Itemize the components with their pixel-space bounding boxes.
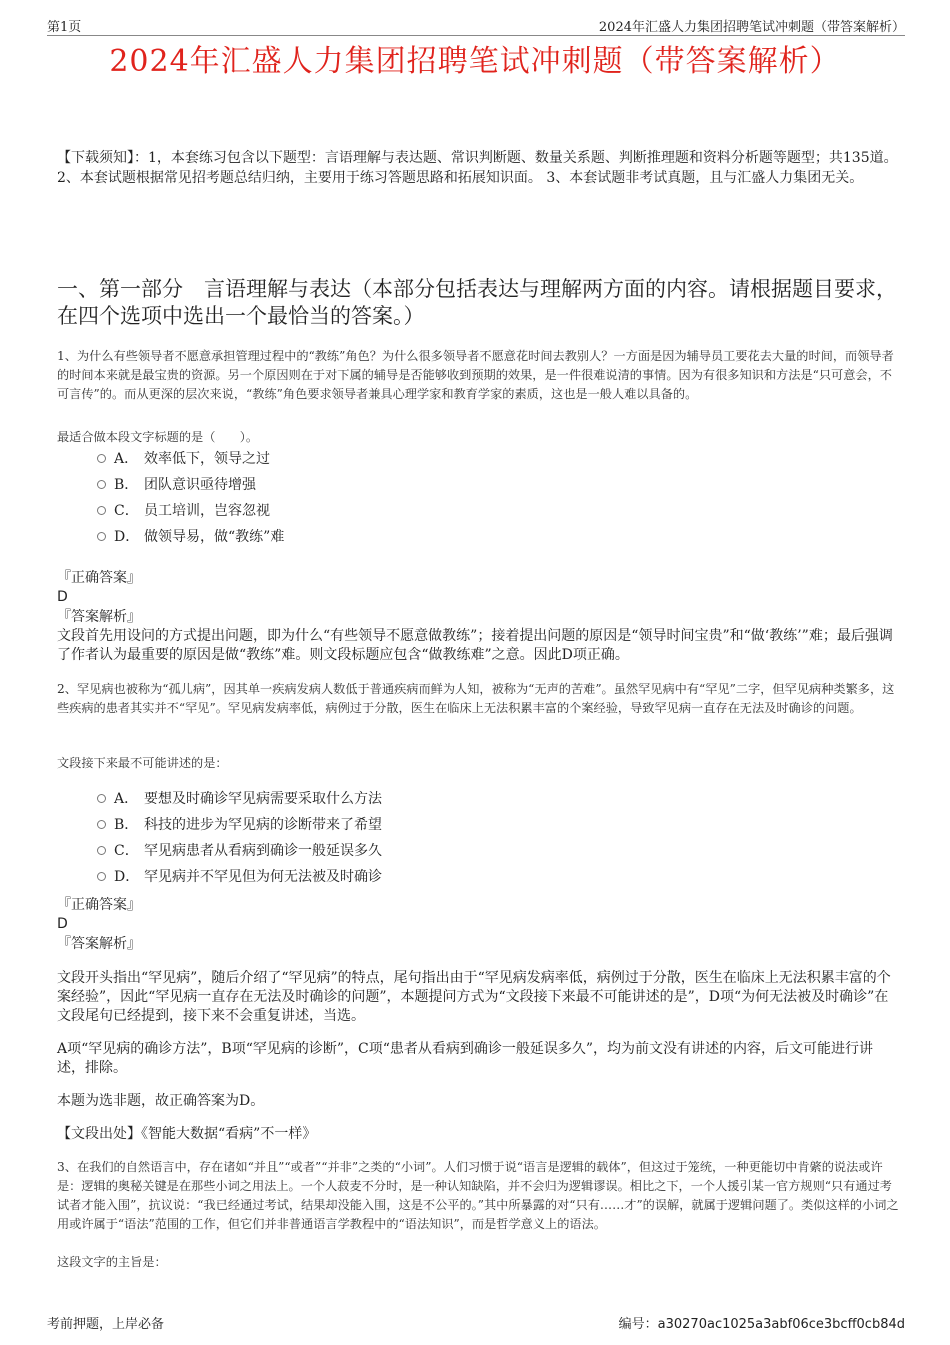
- q2-option-a[interactable]: A． 要想及时确诊罕见病需要采取什么方法: [97, 789, 382, 809]
- q1-answer: D: [57, 589, 68, 605]
- q2-source: 【文段出处】《智能大数据“看病”不一样》: [57, 1126, 317, 1142]
- page-header: [47, 14, 905, 36]
- page-number: 第1页: [47, 20, 82, 35]
- q1-analysis-label: 『答案解析』: [57, 609, 141, 625]
- radio-icon[interactable]: [97, 532, 106, 541]
- q1-option-c[interactable]: C． 员工培训，岂容忽视: [97, 501, 270, 521]
- question-3-text: 3、在我们的自然语言中，存在诸如“并且”“或者”“并非”之类的“小词”。人们习惯于说“语言是逻辑的载体”，但这过于笼统，一种更能切中肯綮的说法或许是：逻辑的奥秘关键是在那些小词之用法上。一个人菽麦不分时，是一种认知缺陷，并不会归为逻辑谬误。相比之下，一个人援引某一官方规则“只有通过考试者才能入围”，抗议说：“我已经通过考试，结果却没能入围，这是不公平的。”其中所暴露的对“只有……才”的误解，就属于逻辑问题了。类似这样的小词之用或许属于“语法”范围的工作，但它们并非普通语言学教程中的“语法知识”，而是哲学意义上的语法。: [57, 1160, 899, 1231]
- footer-slogan: 考前押题，上岸必备: [47, 1317, 165, 1332]
- question-3-prompt: 这段文字的主旨是：: [57, 1255, 167, 1269]
- q1-option-d[interactable]: D． 做领导易，做“教练”难: [97, 527, 284, 547]
- question-1-text: 1、为什么有些领导者不愿意承担管理过程中的“教练”角色？为什么很多领导者不愿意花时间去教别人？一方面是因为辅导员工要花去大量的时间，而领导者的时间本来就是最宝贵的资源。另一个原因则在于对下属的辅导是否能够收到预期的效果，是一件很难说清的事情。因为有很多知识和方法是“只可意会，不可言传”的。而从更深的层次来说，“教练”角色要求领导者兼具心理学家和教育学家的素质，这也是一般人难以具备的。: [57, 349, 894, 401]
- radio-icon[interactable]: [97, 480, 106, 489]
- question-2-text: 2、罕见病也被称为“孤儿病”，因其单一疾病发病人数低于普通疾病而鲜为人知，被称为“无声的苦难”。虽然罕见病中有“罕见”二字，但罕见病种类繁多，这些疾病的患者其实并不“罕见”。罕见病发病率低，病例过于分散，医生在临床上无法积累丰富的个案经验，导致罕见病一直存在无法及时确诊的问题。: [57, 682, 895, 715]
- section-heading: 一、第一部分 言语理解与表达（本部分包括表达与理解两方面的内容。请根据题目要求，在四个选项中选出一个最恰当的答案。）: [57, 277, 897, 328]
- radio-icon[interactable]: [97, 506, 106, 515]
- q1-option-b[interactable]: B． 团队意识亟待增强: [97, 475, 256, 495]
- footer-code: 编号：a30270ac1025a3abf06ce3bcff0cb84d: [618, 1317, 905, 1332]
- q2-analysis-label: 『答案解析』: [57, 936, 141, 952]
- q1-answer-label: 『正确答案』: [57, 570, 141, 586]
- question-2-prompt: 文段接下来最不可能讲述的是：: [57, 756, 228, 770]
- q2-option-b[interactable]: B． 科技的进步为罕见病的诊断带来了希望: [97, 815, 382, 835]
- radio-icon[interactable]: [97, 454, 106, 463]
- radio-icon[interactable]: [97, 872, 106, 881]
- radio-icon[interactable]: [97, 794, 106, 803]
- radio-icon[interactable]: [97, 846, 106, 855]
- question-1-prompt: 最适合做本段文字标题的是（ ）。: [57, 430, 259, 444]
- q2-analysis-2: A项“罕见病的确诊方法”，B项“罕见病的诊断”，C项“患者从看病到确诊一般延误多久”，均为前文没有讲述的内容，后文可能进行讲述，排除。: [57, 1041, 874, 1076]
- document-title: 2024年汇盛人力集团招聘笔试冲刺题（带答案解析）: [109, 44, 841, 79]
- q2-analysis-1: 文段开头指出“罕见病”，随后介绍了“罕见病”的特点，尾句指出由于“罕见病发病率低，病例过于分散，医生在临床上无法积累丰富的个案经验”，因此“罕见病一直存在无法及时确诊的问题”，本题提问方式为“文段接下来最不可能讲述的是”，D项“为何无法被及时确诊”在文段尾句已经提到，接下来不会重复讲述，当选。: [57, 970, 891, 1024]
- q2-answer-label: 『正确答案』: [57, 897, 141, 913]
- q2-answer: D: [57, 916, 68, 932]
- q2-analysis-3: 本题为选非题，故正确答案为D。: [57, 1093, 265, 1109]
- q1-option-a[interactable]: A． 效率低下，领导之过: [97, 449, 270, 469]
- q2-option-d[interactable]: D． 罕见病并不罕见但为何无法被及时确诊: [97, 867, 382, 887]
- download-notice: 【下载须知】：1，本套练习包含以下题型：言语理解与表达题、常识判断题、数量关系题、判断推理题和资料分析题等题型；共135道。 2、本套试题根据常见招考题总结归纳，主要用于练习答题思路和拓展知识面。 3、本套试题非考试真题，且与汇盛人力集团无关。: [57, 150, 898, 186]
- q1-analysis: 文段首先用设问的方式提出问题，即为什么“有些领导不愿意做教练”；接着提出问题的原因是“领导时间宝贵”和“做‘教练’”难；最后强调了作者认为最重要的原因是做“教练”难。则文段标题应包含“做教练难”之意。因此D项正确。: [57, 628, 893, 663]
- header-doc-title: 2024年汇盛人力集团招聘笔试冲刺题（带答案解析）: [598, 20, 905, 35]
- radio-icon[interactable]: [97, 820, 106, 829]
- q2-option-c[interactable]: C． 罕见病患者从看病到确诊一般延误多久: [97, 841, 382, 861]
